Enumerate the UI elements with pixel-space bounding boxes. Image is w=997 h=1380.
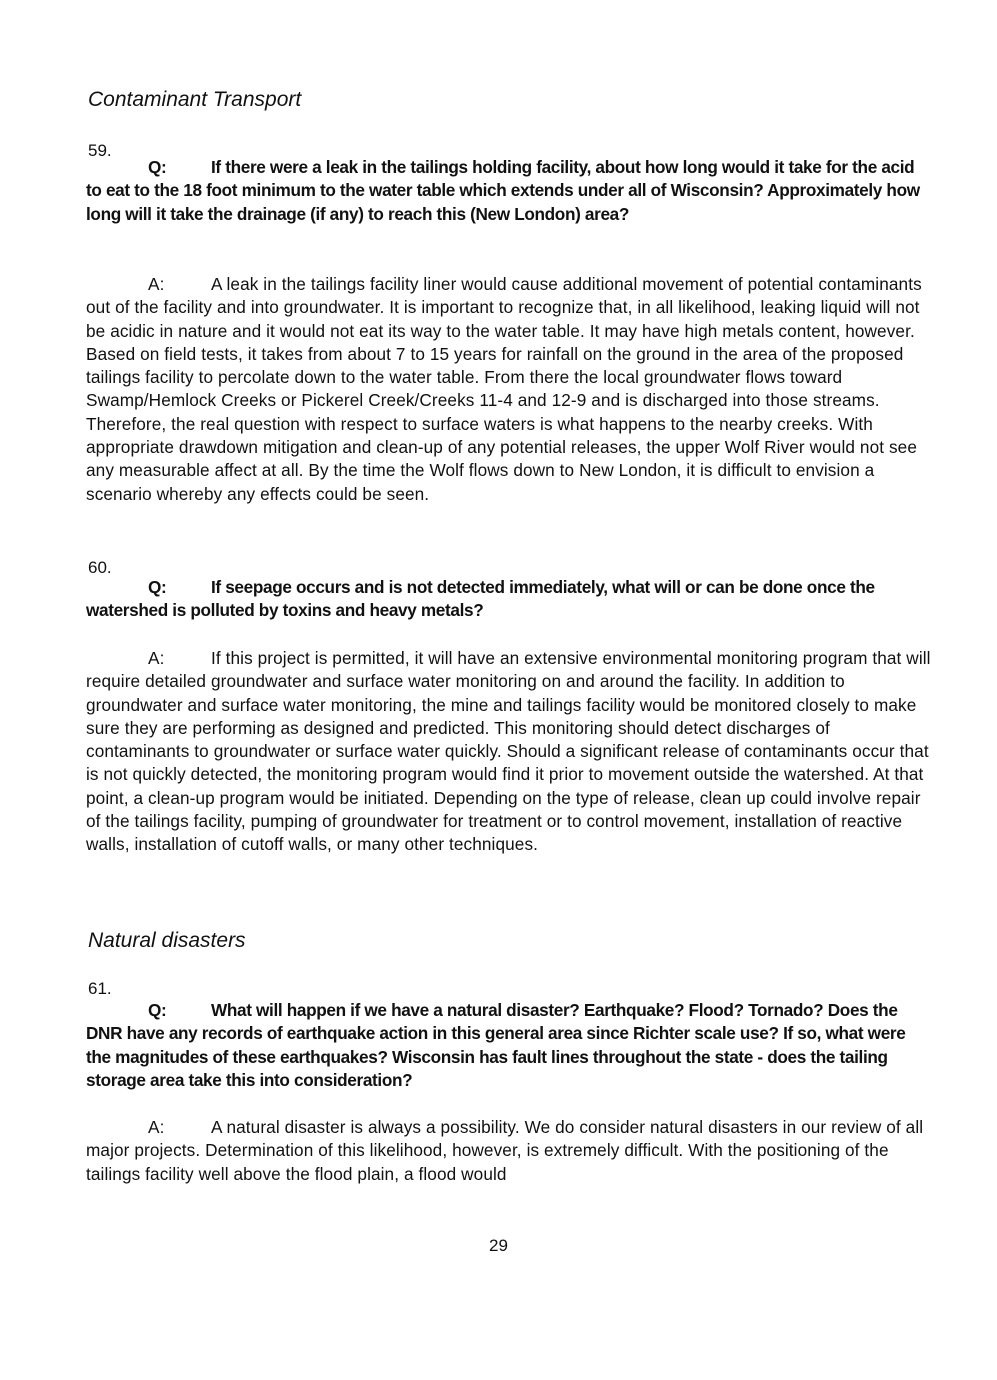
answer-60 <box>86 647 931 857</box>
question-text: What will happen if we have a natural disaster? Earthquake? Flood? Tornado? Does the DNR have any records of earthquake action in this general area since Richter scale use? If so, what were the magnitudes of these earthquakes? Wisconsin has fault lines throughout the state - does the tailing storage area take this into consideration? <box>86 1000 906 1090</box>
question-text: If there were a leak in the tailings holding facility, about how long would it take for the acid to eat to the 18 foot minimum to the water table which extends under all of Wisconsin? Approximately how long will it take the drainage (if any) to reach this (New London) area? <box>86 157 920 224</box>
answer-text: If this project is permitted, it will have an extensive environmental monitoring program that will require detailed groundwater and surface water monitoring on and around the facility. In addition to groundwater and surface water monitoring, the mine and tailings facility would be monitored closely to make sure they are performing as designed and predicted. This monitoring should detect discharges of contaminants to groundwater or surface water quickly. Should a significant release of contaminants occur that is not quickly detected, the monitoring program would find it prior to movement outside the watershed. At that point, a clean-up program would be initiated. Depending on the type of release, clean up could involve repair of the tailings facility, pumping of groundwater for treatment or to control movement, installation of reactive walls, installation of cutoff walls, or many other techniques. <box>86 648 931 855</box>
item-number-61: 61. <box>88 979 112 998</box>
a-label: A: <box>148 648 165 668</box>
q-label: Q: <box>148 577 167 597</box>
answer-text: A leak in the tailings facility liner would cause additional movement of potential contaminants out of the facility and into groundwater. It is important to recognize that, in all likelihood, leaking liquid will not be acidic in nature and it would not eat its way to the water table. It may have high metals content, however. Based on field tests, it takes from about 7 to 15 years for rainfall on the ground in the area of the proposed tailings facility to percolate down to the water table. From there the local groundwater flows toward Swamp/Hemlock Creeks or Pickerel Creek/Creeks 11-4 and 12-9 and is discharged into those streams. Therefore, the real question with respect to surface waters is what happens to the nearby creeks. With appropriate drawdown mitigation and clean-up of any potential releases, the upper Wolf River would not see any measurable affect at all. By the time the Wolf flows down to New London, it is difficult to envision a scenario whereby any effects could be seen. <box>86 274 922 504</box>
question-text: If seepage occurs and is not detected immediately, what will or can be done once the watershed is polluted by toxins and heavy metals? <box>86 577 875 621</box>
section-heading-contaminant-transport: Contaminant Transport <box>88 88 302 111</box>
question-61 <box>86 999 931 1092</box>
question-60 <box>86 576 931 623</box>
answer-61 <box>86 1116 931 1186</box>
item-number-59: 59. <box>88 141 112 160</box>
answer-text: A natural disaster is always a possibility. We do consider natural disasters in our review of all major projects. Determination of this likelihood, however, is extremely difficult. With the positioning of the tailings facility well above the flood plain, a flood would <box>86 1117 924 1184</box>
a-label: A: <box>148 274 165 294</box>
section-heading-natural-disasters: Natural disasters <box>88 929 246 952</box>
question-59 <box>86 156 931 226</box>
q-label: Q: <box>148 1000 167 1020</box>
answer-59 <box>86 273 931 506</box>
page-number: 29 <box>489 1236 508 1255</box>
item-number-60: 60. <box>88 558 112 577</box>
q-label: Q: <box>148 157 167 177</box>
a-label: A: <box>148 1117 165 1137</box>
